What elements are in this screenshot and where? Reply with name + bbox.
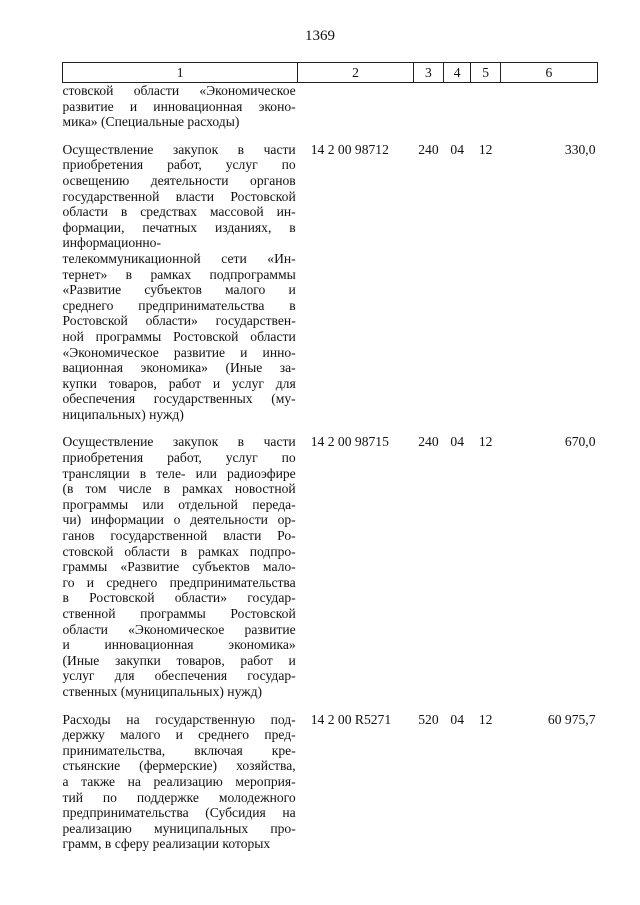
row-description <box>63 712 298 852</box>
table-row <box>63 142 598 423</box>
description-line: реализацию муниципальных про- <box>62 820 296 836</box>
description-line: ственной программы Ростовской <box>62 606 296 621</box>
description-line: тий по поддержке молодежного <box>62 789 296 805</box>
description-line: Ростовской области» государствен- <box>62 313 296 329</box>
section: 04 <box>450 434 464 450</box>
amount: 670,0 <box>564 434 596 450</box>
description-line: предпринимательства (Субсидия на <box>62 805 296 821</box>
amount <box>500 83 597 130</box>
expense-type: 240 <box>418 434 439 450</box>
description-line: граммы «Развитие субъектов мало- <box>62 559 296 575</box>
description-line: Расходы на государственную под- <box>62 711 296 727</box>
description-line: тернет» в рамках подпрограммы <box>62 266 296 282</box>
description-line: ганов государственной власти Ро- <box>62 528 296 544</box>
description-line: освещению деятельности органов <box>62 172 296 188</box>
description-line: области в средствах массовой ин- <box>62 204 296 220</box>
table-row <box>63 434 598 699</box>
amount: 330,0 <box>564 141 596 157</box>
description-line: (Иные закупки товаров, работ и <box>62 652 296 668</box>
expense-type: 240 <box>418 141 439 157</box>
description-line: «Экономическое развитие и инно- <box>62 344 296 360</box>
expense-type: 520 <box>418 711 439 727</box>
column-header-5: 5 <box>471 63 500 83</box>
description-line: вационная экономика» (Иные за- <box>62 360 296 376</box>
column-header-3: 3 <box>413 63 443 83</box>
description-line: (в том числе в рамках новостной <box>62 481 296 497</box>
amount: 60 975,7 <box>547 711 596 727</box>
budget-code: 14 2 00 R5271 <box>310 711 392 727</box>
table-body <box>63 83 598 852</box>
description-line: в Ростовской области» государ- <box>62 590 296 606</box>
description-line: стьянские (фермерские) хозяйства, <box>62 758 296 774</box>
description-line: Осуществление закупок в части <box>62 141 296 157</box>
description-line: услуг для обеспечения государ- <box>62 668 296 684</box>
row-description <box>63 83 298 130</box>
description-line: Осуществление закупок в части <box>62 434 296 450</box>
subsection <box>471 83 500 130</box>
description-line: программы или отдельной переда- <box>62 496 296 512</box>
section: 04 <box>450 711 464 727</box>
description-line: среднего предпринимательства в <box>62 297 296 313</box>
description-line: держку малого и среднего пред- <box>62 727 296 743</box>
description-line: мика» (Специальные расходы) <box>62 114 240 130</box>
description-line: обеспечения государственных (му- <box>62 391 296 407</box>
description-line: го и среднего предпринимательства <box>62 574 296 590</box>
column-header-1: 1 <box>63 63 298 83</box>
description-line: формации, печатных изданиях, в <box>62 219 296 235</box>
section: 04 <box>450 141 464 157</box>
budget-table <box>62 62 598 852</box>
description-line: информационно- <box>62 235 162 251</box>
row-description <box>63 434 298 699</box>
budget-code <box>298 83 414 130</box>
table-header <box>63 63 598 83</box>
description-line: стовской области «Экономическое <box>62 83 296 98</box>
description-line: а также на реализацию мероприя- <box>62 773 296 789</box>
table-row <box>63 83 598 130</box>
subsection: 12 <box>478 711 493 727</box>
description-line: «Развитие субъектов малого и <box>62 282 296 298</box>
subsection: 12 <box>478 141 493 157</box>
description-line: приобретения работ, услуг по <box>62 157 296 173</box>
description-line: приобретения работ, услуг по <box>62 450 296 466</box>
column-header-4: 4 <box>443 63 471 83</box>
budget-code: 14 2 00 98712 <box>310 141 389 157</box>
description-line: стовской области в рамках подпро- <box>62 543 296 559</box>
description-line: грамм, в сферу реализации которых <box>62 836 271 852</box>
description-line: чи) информации о деятельности ор- <box>62 512 296 528</box>
header-row <box>63 63 598 83</box>
description-line: ной программы Ростовской области <box>62 328 296 344</box>
description-line: телекоммуникационной сети «Ин- <box>62 250 296 266</box>
description-line: трансляции в теле- или радиоэфире <box>62 465 296 481</box>
section <box>443 83 471 130</box>
description-line: и инновационная экономика» <box>62 637 296 653</box>
budget-code: 14 2 00 98715 <box>310 434 389 450</box>
page-number: 1369 <box>305 28 335 44</box>
description-line: купки товаров, работ и услуг для <box>62 375 296 391</box>
description-line: ниципальных) нужд) <box>62 406 184 422</box>
description-line: принимательства, включая кре- <box>62 742 296 758</box>
row-description <box>63 142 298 423</box>
table-row <box>63 712 598 852</box>
description-line: области «Экономическое развитие <box>62 621 296 637</box>
description-line: развитие и инновационная эконо- <box>62 98 296 114</box>
expense-type <box>413 83 443 130</box>
column-header-6: 6 <box>500 63 597 83</box>
description-line: государственной власти Ростовской <box>62 188 296 204</box>
description-line: ственных (муниципальных) нужд) <box>62 683 263 699</box>
column-header-2: 2 <box>298 63 414 83</box>
subsection: 12 <box>478 434 493 450</box>
